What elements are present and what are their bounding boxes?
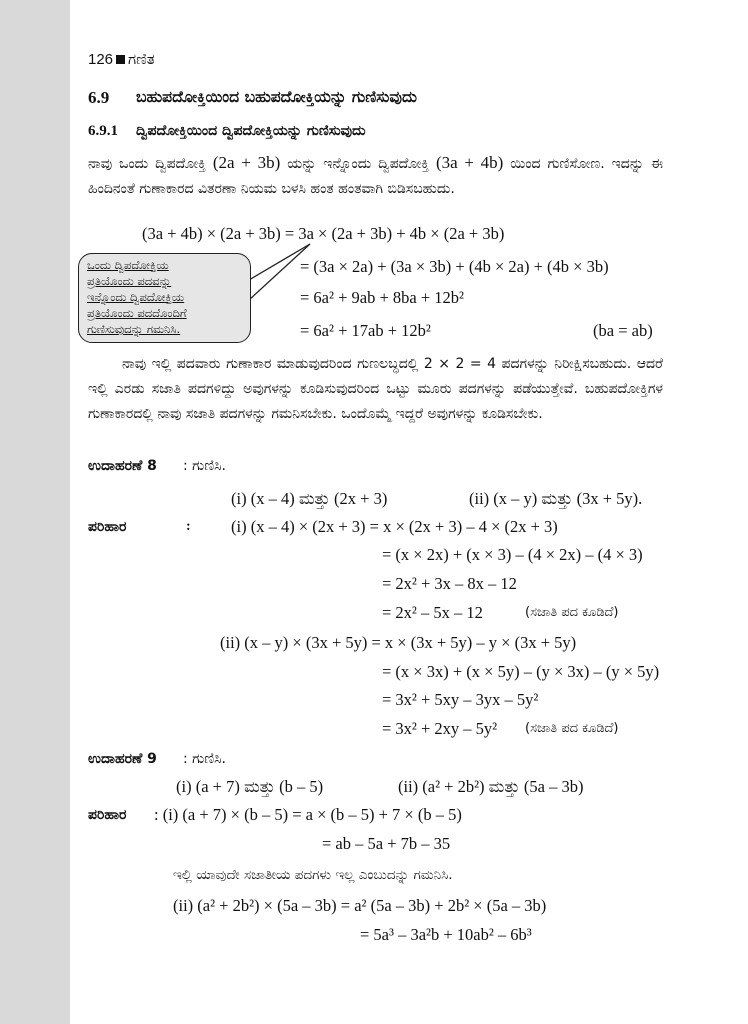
intro-text-1: ನಾವು ಒಂದು ದ್ವಿಪದೋಕ್ತಿ [88,156,206,172]
derivation-note: (ba = ab) [593,321,653,340]
example-8-solution-1-line-2: = (x × 2x) + (x × 3) – (4 × 2x) – (4 × 3) [382,545,643,564]
example-8-solution-label: ಪರಿಹಾರ [88,519,127,535]
derivation-line-1: (3a + 4b) × (2a + 3b) = 3a × (2a + 3b) + 4b × (2a + 3b) [142,224,505,243]
example-8-question-1: (i) (x – 4) ಮತ್ತು (2x + 3) [231,489,388,508]
book-title: ಗಣಿತ [128,50,155,68]
example-9-label: ಉದಾಹರಣೆ 9 [88,751,157,767]
example-9-instruction: : ಗುಣಿಸಿ. [183,751,226,767]
example-9-question-1: (i) (a + 7) ಮತ್ತು (b – 5) [176,777,324,796]
callout-line: ಇನ್ನೊಂದು ದ್ವಿಪದೋಕ್ತಿಯ [87,290,185,304]
derivation-line-4: = 6a² + 17ab + 12b² [300,321,431,340]
section-title: ಬಹುಪದೋಕ್ತಿಯಿಂದ ಬಹುಪದೋಕ್ತಿಯನ್ನು ಗುಣಿಸುವುದು [136,88,417,106]
callout-note [78,253,251,343]
intro-expr-1: (2a + 3b) [212,153,281,172]
example-8-solution-colon: : [186,519,191,534]
example-8-solution-2-line-2: = (x × 3x) + (x × 5y) – (y × 3x) – (y × 5y) [382,662,660,681]
example-9-solution-1-line-2: = ab – 5a + 7b – 35 [322,834,451,853]
example-9-solution-label: ಪರಿಹಾರ [88,807,127,823]
example-8-solution-2-line-1: (ii) (x – y) × (3x + 5y) = x × (3x + 5y) – y × (3x + 5y) [220,633,577,652]
subsection-title: ದ್ವಿಪದೋಕ್ತಿಯಿಂದ ದ್ವಿಪದೋಕ್ತಿಯನ್ನು ಗುಣಿಸುವುದು [136,123,366,139]
callout-line: ಗುಣಿಸುವುದನ್ನು ಗಮನಿಸಿ. [87,322,181,336]
example-9-question-2: (ii) (a² + 2b²) ಮತ್ತು (5a – 3b) [398,777,584,796]
example-9-note: ಇಲ್ಲಿ ಯಾವುದೇ ಸಜಾತೀಯ ಪದಗಳು ಇಲ್ಲ ಎಂಬುದನ್ನು ಗಮನಿಸಿ. [173,867,453,883]
example-8-solution-1-note: (ಸಜಾತಿ ಪದ ಕೂಡಿದೆ) [525,605,619,620]
page-number: 126 [88,51,114,68]
example-9-solution-1-line-1: : (i) (a + 7) × (b – 5) = a × (b – 5) + 7 × (b – 5) [154,805,462,824]
subsection-number: 6.9.1 [88,123,118,139]
section-number: 6.9 [88,88,110,107]
example-8-solution-2-line-3: = 3x² + 5xy – 3yx – 5y² [382,690,539,709]
explanation-paragraph: ನಾವು ಇಲ್ಲಿ ಪದವಾರು ಗುಣಾಕಾರ ಮಾಡುವುದರಿಂದ ಗುಣಲಬ್ಧದಲ್ಲಿ 2 × 2 = 4 ಪದಗಳನ್ನು ನಿರೀಕ್ಷಿಸಬಹುದು. ಆದರೆ ಇಲ್ಲಿ ಎರಡು ಸಜಾತಿ ಪದಗಳಿದ್ದು ಅವುಗಳನ್ನು ಕೂಡಿಸುವುದರಿಂದ ಒಟ್ಟು ಮೂರು ಪದಗಳನ್ನು ಪಡೆಯುತ್ತೇವೆ. ಬಹುಪದೋಕ್ತಿಗಳ ಗುಣಾಕಾರದಲ್ಲಿ ನಾವು ಸಜಾತಿ ಪದಗಳನ್ನು ಗಮನಿಸಬೇಕು. ಒಂದೊಮ್ಮೆ ಇದ್ದರೆ ಅವುಗಳನ್ನು ಕೂಡಿಸಬೇಕು. [88,356,663,422]
intro-text-2: ಯನ್ನು ಇನ್ನೊಂದು ದ್ವಿಪದೋಕ್ತಿ [287,156,429,172]
example-8-solution-1-line-4: = 2x² – 5x – 12 [382,603,483,622]
intro-text-3: ಯಿಂದ ಗುಣಿಸೋಣ. ಇದನ್ನು ಈ ಹಿಂದಿನಂತೆ ಗುಣಾಕಾರದ ವಿತರಣಾ ನಿಯಮ ಬಳಸಿ ಹಂತ ಹಂತವಾಗಿ ಬಿಡಿಸಬಹುದು. [88,156,664,197]
example-8-solution-2-line-4: = 3x² + 2xy – 5y² [382,719,498,738]
example-8-question-2: (ii) (x – y) ಮತ್ತು (3x + 5y). [469,489,643,508]
derivation-line-3: = 6a² + 9ab + 8ba + 12b² [300,288,464,307]
callout-line: ಪ್ರತಿಯೊಂದು ಪದದೊಂದಿಗೆ [87,306,187,320]
example-9-solution-2-line-1: (ii) (a² + 2b²) × (5a – 3b) = a² (5a – 3b) + 2b² × (5a – 3b) [173,896,547,915]
intro-expr-2: (3a + 4b) [435,153,504,172]
callout-line: ಪ್ರತಿಯೊಂದು ಪದವನ್ನು [87,274,172,288]
example-8-solution-2-note: (ಸಜಾತಿ ಪದ ಕೂಡಿದೆ) [525,721,619,736]
example-8-solution-1-line-3: = 2x² + 3x – 8x – 12 [382,574,517,593]
example-8-solution-1-line-1: (i) (x – 4) × (2x + 3) = x × (2x + 3) – 4 × (2x + 3) [231,517,558,536]
example-9-solution-2-line-2: = 5a³ – 3a²b + 10ab² – 6b³ [360,925,532,944]
callout-line: ಒಂದು ದ್ವಿಪದೋಕ್ತಿಯ [87,258,169,272]
example-8-instruction: : ಗುಣಿಸಿ. [183,458,226,474]
example-8-label: ಉದಾಹರಣೆ 8 [88,458,157,474]
derivation-line-2: = (3a × 2a) + (3a × 3b) + (4b × 2a) + (4b × 3b) [300,257,609,276]
